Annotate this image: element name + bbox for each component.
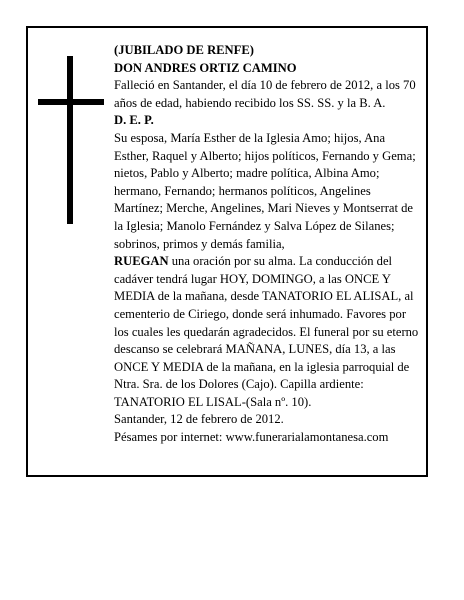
request-keyword: RUEGAN [114,254,169,269]
rip-line: D. E. P. [114,113,154,128]
request-text: una oración por su alma. La conducción del cadáver tendrá lugar HOY, DOMINGO, a las ONCE Y MEDIA de la mañana, desde TANATORIO EL ALISAL, al cementerio de Ciriego, donde será inhumado. Favores por los cuales les quedarán agradecidos. El funeral por su eterno descanso se celebrará MAÑANA, LUNES, día 13, a las ONCE Y MEDIA de la mañana, en la iglesia parroquial de Ntra. Sra. de los Dolores (Cajo). Capilla ardiente: TANATORIO EL LISAL-(Sala nº. 10). [114,254,419,409]
obituary-text [114,42,422,447]
family-paragraph: Su esposa, María Esther de la Iglesia Amo; hijos, Ana Esther, Raquel y Alberto; hijos políticos, Fernando y Gema; nietos, Pablo y Alberto; madre política, Albina Amo; hermano, Fernando; hermanos políticos, Angelines Martínez; Merche, Angelines, Mari Nieves y Montserrat de la Iglesia; Manolo Fernández y Salva López de Silanes; sobrinos, primos y demás familia, [114,130,416,251]
place-date-line: Santander, 12 de febrero de 2012. [114,412,284,427]
obituary-notice [26,26,428,477]
occupation-line: (JUBILADO DE RENFE) [114,43,254,57]
latin-cross-icon [38,56,104,224]
deceased-name: DON ANDRES ORTIZ CAMINO [114,60,297,75]
cross-horizontal-bar [38,99,104,105]
condolences-line: Pésames por internet: www.funerarialamontanesa.com [114,430,389,445]
death-paragraph: Falleció en Santander, el día 10 de febrero de 2012, a los 70 años de edad, habiendo recibido los SS. SS. y la B. A. [114,78,416,110]
cross-vertical-bar [67,56,73,224]
request-paragraph [114,253,422,411]
